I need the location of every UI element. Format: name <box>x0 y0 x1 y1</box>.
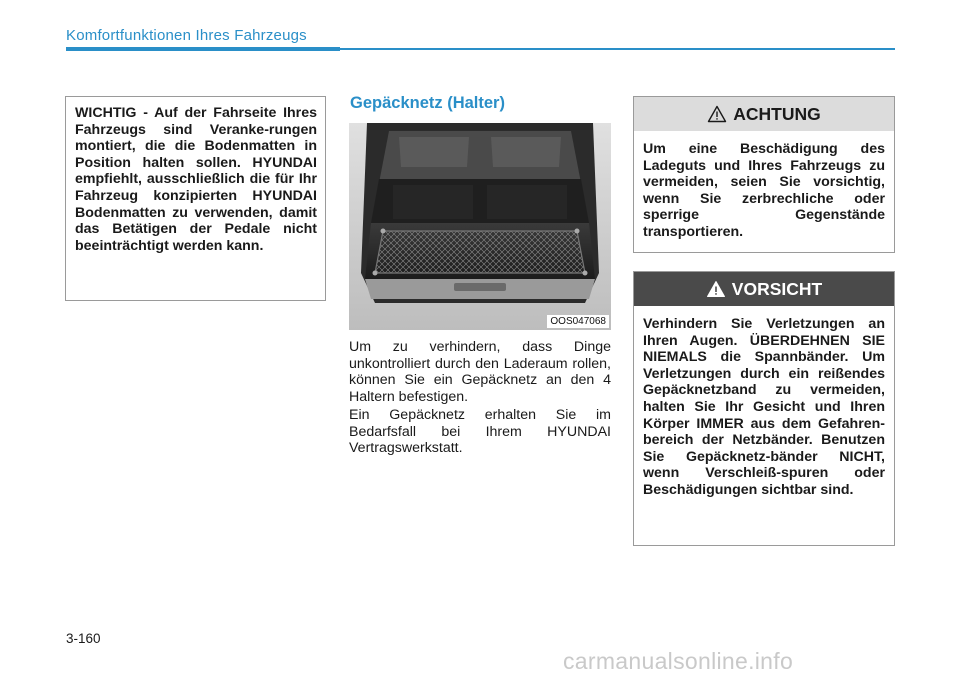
chapter-title: Komfortfunktionen Ihres Fahrzeugs <box>66 27 307 44</box>
luggage-net-photo <box>349 123 611 330</box>
warning-triangle-outline-icon <box>707 105 727 123</box>
achtung-title: ACHTUNG <box>733 103 821 124</box>
floor-mat-notice-box <box>65 96 326 301</box>
header-rule <box>340 48 895 50</box>
achtung-box <box>633 96 895 253</box>
vorsicht-header <box>634 272 894 306</box>
vorsicht-text: Verhindern Sie Verletzungen an Ihren Augen. ÜBERDEHNEN SIE NIEMALS die Spannbänder. Um Verletzungen durch ein reißendes Gepäcknetzband zu vermeiden, halten Sie Ihr Gesicht und Ihren Körper IMMER aus dem Gefahren-bereich der Netzbänder. Benutzen Sie Gepäcknetz-bänder NICHT, wenn Verschleiß-spuren oder Beschädigungen sichtbar sind. <box>643 316 885 498</box>
achtung-text: Um eine Beschädigung des Ladeguts und Ihres Fahrzeugs zu vermeiden, seien Sie vorsichtig, wenn Sie zerbrechliche oder sperrige Gegenstände transportieren. <box>643 141 885 240</box>
page-number: 3-160 <box>66 631 101 646</box>
vorsicht-box <box>633 271 895 546</box>
floor-mat-notice-text: WICHTIG - Auf der Fahrseite Ihres Fahrzeugs sind Veranke-rungen montiert, die die Bodenmatten in Position halten sollen. HYUNDAI empfiehlt, ausschließlich die für Ihr Fahrzeug konzipierten HYUNDAI Bodenmatten zu verwenden, damit das Betätigen der Pedale nicht beeinträchtigt werden kann. <box>75 105 317 254</box>
section-heading: Gepäcknetz (Halter) <box>350 94 505 112</box>
vorsicht-title: VORSICHT <box>731 278 823 299</box>
cargo-area-illustration <box>349 123 611 330</box>
achtung-header <box>634 97 894 131</box>
body-paragraph-1: Um zu verhindern, dass Dinge unkontrolliert durch den Laderaum rollen, können Sie ein Gepäcknetz an den 4 Haltern befestigen. <box>349 339 611 405</box>
watermark: carmanualsonline.info <box>563 648 794 674</box>
header-rule-accent <box>66 47 340 51</box>
warning-triangle-filled-icon <box>706 280 726 298</box>
image-reference-code: OOS047068 <box>547 315 609 328</box>
body-paragraph-2: Ein Gepäcknetz erhalten Sie im Bedarfsfall bei Ihrem HYUNDAI Vertragswerkstatt. <box>349 407 611 457</box>
